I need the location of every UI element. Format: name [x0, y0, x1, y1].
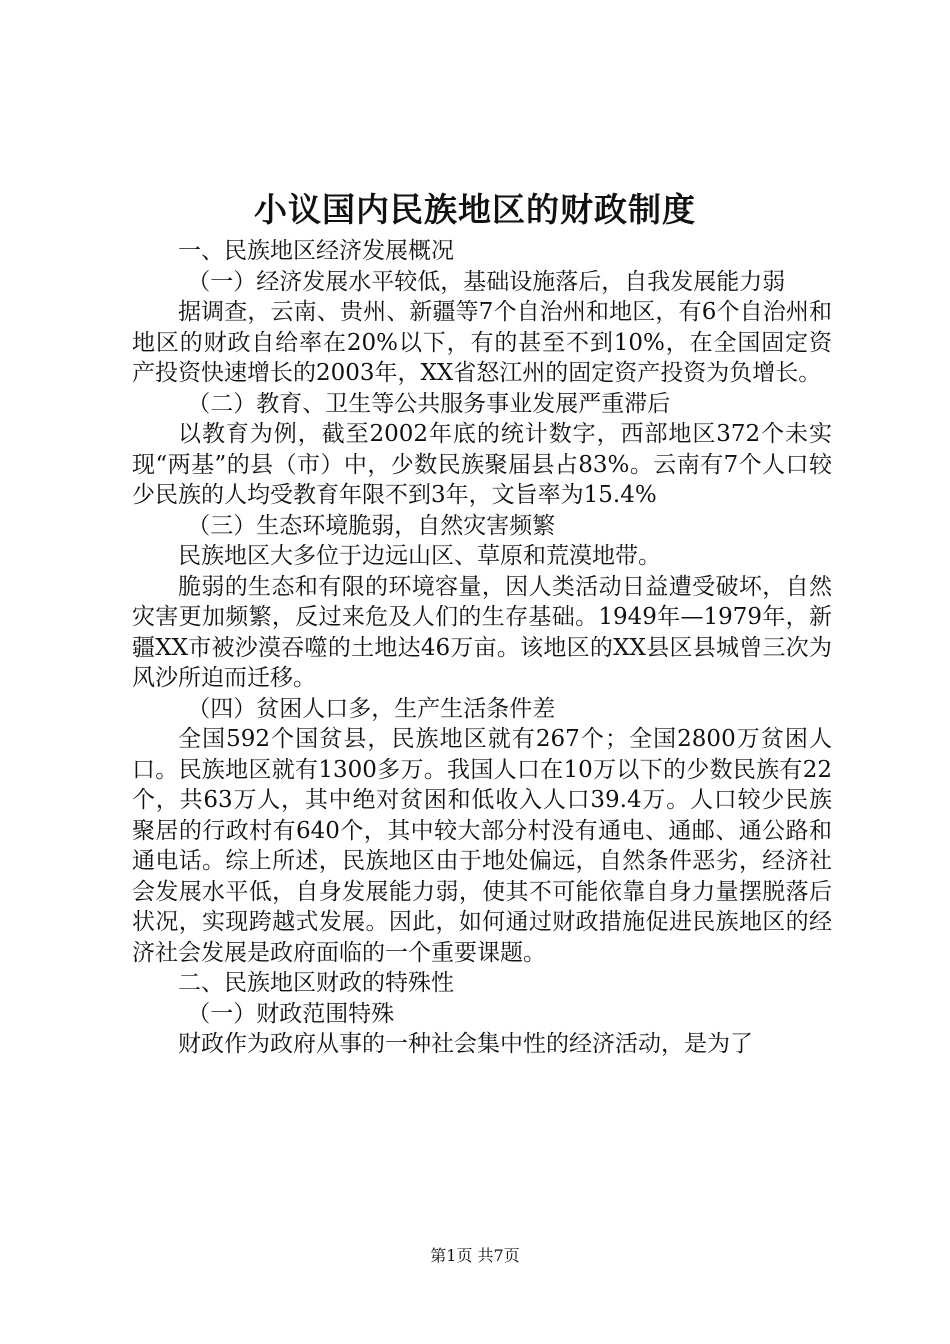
- subsection-heading: （一）经济发展水平较低，基础设施落后，自我发展能力弱: [187, 268, 786, 295]
- document-title: 小议国内民族地区的财政制度: [254, 190, 696, 229]
- body-paragraph: 全国592个国贫县，民族地区就有267个；全国2800万贫困人口。民族地区就有1300多万。我国人口在10万以下的少数民族有22个，共63万人，其中绝对贫困和低收入人口39.4万。人口较少民族聚居的行政村有640个，其中较大部分村没有通电、通邮、通公路和通电话。综上所述，民族地区由于地处偏远，自然条件恶劣，经济社会发展水平低，自身发展能力弱，使其不可能依靠自身力量摆脱落后状况，实现跨越式发展。因此，如何通过财政措施促进民族地区的经济社会发展是政府面临的一个重要课题。: [132, 726, 832, 966]
- page-footer: 第1页 共7页: [430, 1246, 520, 1265]
- section-heading: 一、民族地区经济发展概况: [178, 238, 454, 264]
- subsection-heading: （二）教育、卫生等公共服务事业发展严重滞后: [187, 390, 671, 417]
- body-paragraph: 民族地区大多位于边远山区、草原和荒漠地带。: [178, 543, 661, 569]
- subsection-heading: （一）财政范围特殊: [187, 1000, 395, 1027]
- body-paragraph: 据调查，云南、贵州、新疆等7个自治州和地区，有6个自治州和地区的财政自给率在20%以下，有的甚至不到10%，在全国固定资产投资快速增长的2003年，XX省怒江州的固定资产投资为负增长。: [132, 299, 832, 386]
- section-heading: 二、民族地区财政的特殊性: [178, 970, 454, 996]
- body-paragraph: 以教育为例，截至2002年底的统计数字，西部地区372个未实现“两基”的县（市）中，少数民族聚届县占83%。云南有7个人口较少民族的人均受教育年限不到3年，文旨率为15.4%: [132, 421, 832, 508]
- body-paragraph: 脆弱的生态和有限的环境容量，因人类活动日益遭受破坏，自然灾害更加频繁，反过来危及人们的生存基础。1949年—1979年，新疆XX市被沙漠吞噬的土地达46万亩。该地区的XX县区县城曾三次为风沙所迫而迁移。: [132, 573, 832, 691]
- subsection-heading: （四）贫困人口多，生产生活条件差: [187, 695, 556, 722]
- subsection-heading: （三）生态环境脆弱，自然灾害频繁: [187, 512, 556, 539]
- document-body: [132, 236, 832, 1060]
- body-paragraph: 财政作为政府从事的一种社会集中性的经济活动，是为了: [178, 1031, 753, 1057]
